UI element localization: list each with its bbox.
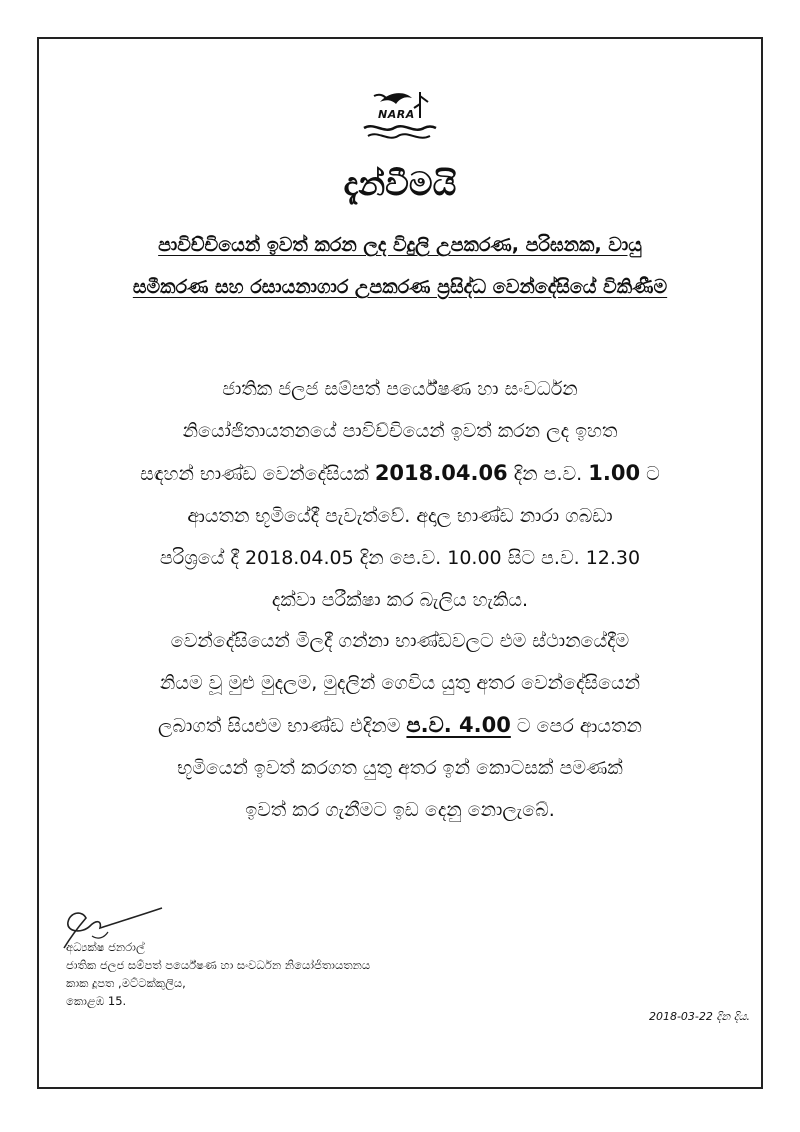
paragraph-line: භූමියෙන් ඉවත් කරගත යුතු අතර ඉන් කොටසක් පමණක්	[177, 757, 623, 779]
auction-date: 2018.04.06	[374, 461, 508, 485]
text-fragment: ට පෙර ආයතන	[516, 715, 642, 737]
address-city: කොළඹ 15.	[66, 994, 127, 1008]
nara-logo	[360, 88, 438, 152]
paragraph-line: නියම වූ මුළු මුදලම, මුදලින් ගෙවිය යුතු අතර වෙන්දේසියෙන්	[159, 672, 641, 694]
signatory-designation: අධ්‍යක්ෂ ජනරාල්	[66, 940, 145, 954]
auction-paragraph	[62, 368, 738, 621]
paragraph-line: දක්වා පරීක්ෂා කර බැලිය හැකිය.	[271, 589, 529, 611]
paragraph-line	[62, 704, 738, 747]
notice-subtitle	[60, 224, 740, 308]
paragraph-line: වෙන්දේසියෙන් මිලදී ගන්නා භාණ්ඩවලට එම ස්ථානයේදීම	[170, 630, 630, 652]
paragraph-line: නියෝජිතායතනයේ පාවිච්චියෙන් ඉවත් කරන ලද ඉහත	[182, 420, 618, 442]
issue-date: 2018-03-22 දින දිය.	[648, 1010, 750, 1023]
paragraph-line: ජාතික ජලජ සම්පත් පර්යේෂණ හා සංවර්ධන	[222, 378, 578, 400]
paragraph-line: ඉවත් කර ගැනීමට ඉඩ දෙනු නොලැබේ.	[245, 799, 555, 821]
text-fragment: ලබාගත් සියළුම භාණ්ඩ එදිනම	[158, 715, 401, 737]
subtitle-line-1: පාවිච්චියෙන් ඉවත් කරන ලද විදුලි උපකරණ, පරිඝනක, වායු	[158, 234, 642, 256]
inspection-period: පරිශ්‍රයේ දී 2018.04.05 දින පෙ.ව. 10.00 සිට ප.ව. 12.30	[159, 547, 641, 569]
removal-deadline: ප.ව. 4.00	[406, 713, 511, 737]
auction-time: 1.00	[588, 461, 641, 485]
address-street: කාක දූපත ,මට්ටක්කුලිය,	[66, 976, 186, 990]
text-fragment: දින ප.ව.	[513, 463, 583, 485]
logo-text: NARA	[378, 108, 415, 121]
subtitle-line-2: සමීකරණ සහ රසායනාගාර උපකරණ ප්‍රසිද්ධ වෙන්දේසියේ විකිණීම	[132, 276, 668, 298]
signature-block	[66, 938, 370, 1010]
paragraph-line: ආයතන භූමියේදී පැවැත්වේ. අදාල භාණ්ඩ නාරා ගබඩා	[187, 505, 613, 527]
text-fragment: සඳහන් භාණ්ඩ වෙන්දේසියක්	[140, 463, 369, 485]
organization-name: ජාතික ජලජ සම්පත් පර්යේෂණ හා සංවර්ධන නියෝජිතායතනය	[66, 958, 371, 972]
text-fragment: ට	[646, 463, 660, 485]
paragraph-line	[62, 452, 738, 495]
notice-title: දැන්වීමයි	[343, 164, 457, 203]
payment-paragraph	[62, 620, 738, 831]
